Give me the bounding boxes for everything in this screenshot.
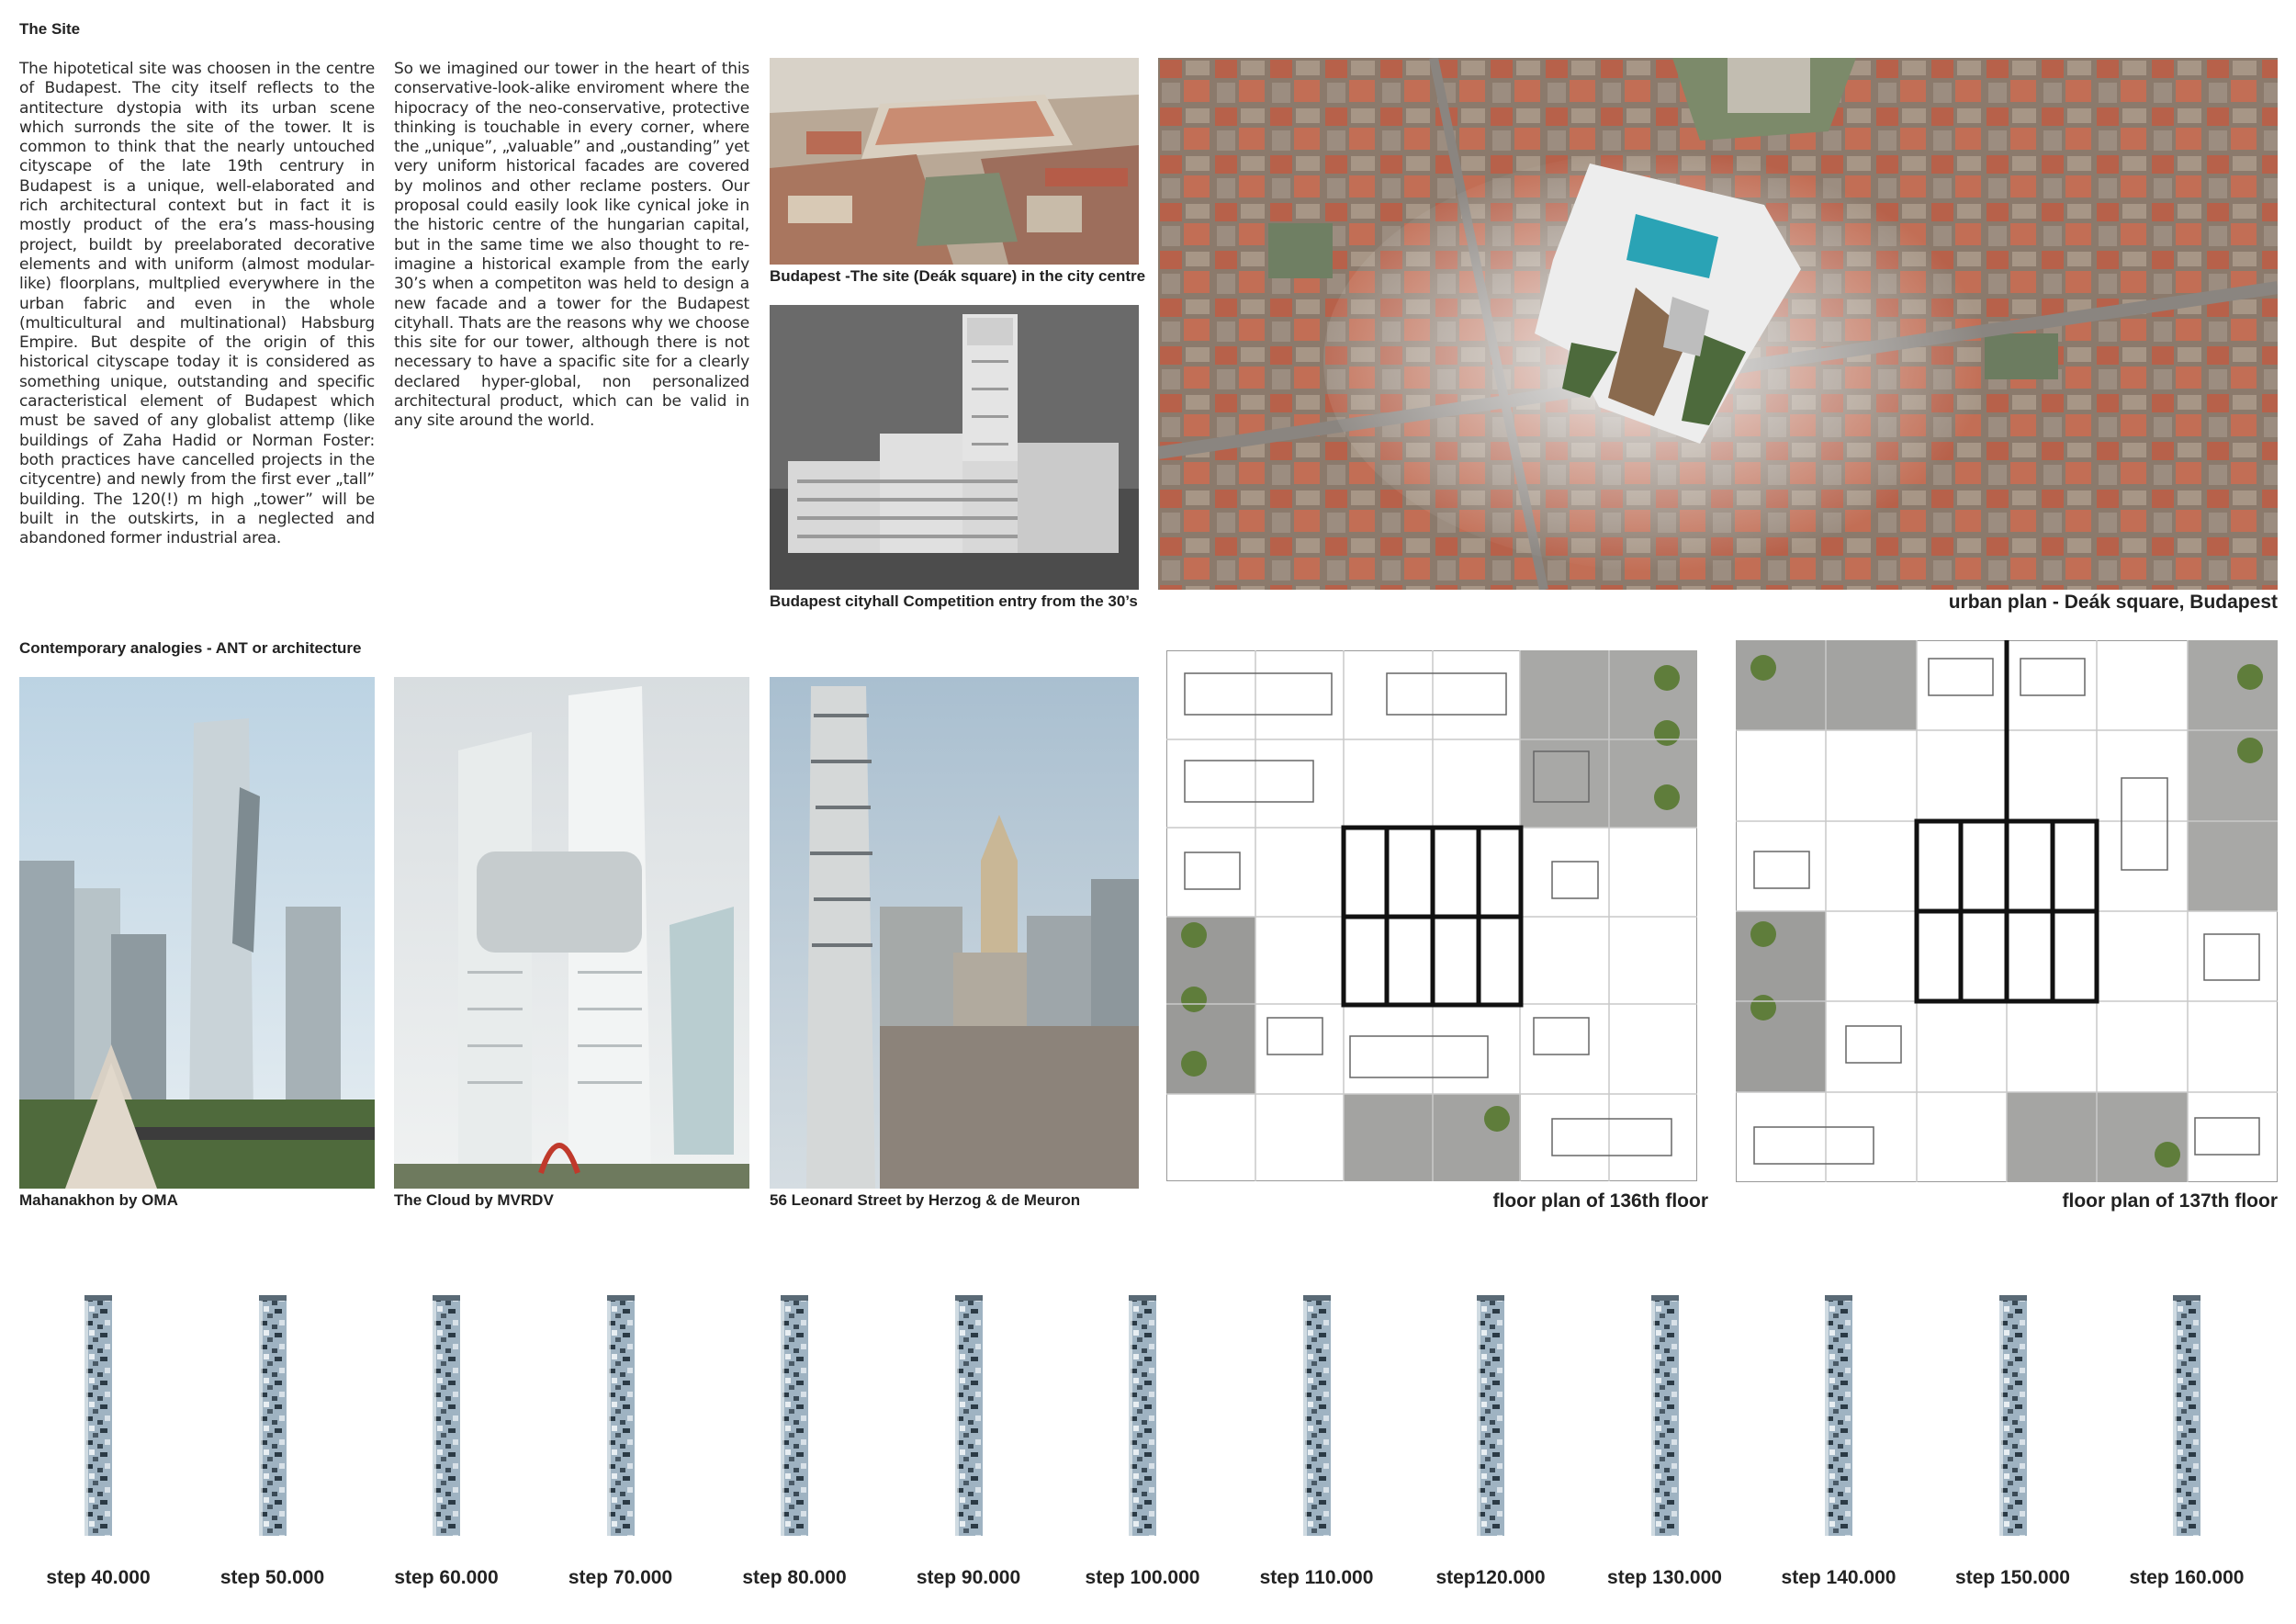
site-photo-caption: Budapest -The site (Deák square) in the city centre xyxy=(770,267,1146,285)
step-tower xyxy=(1477,1295,1504,1536)
floor-plan-136-caption: floor plan of 136th floor xyxy=(1492,1190,1708,1212)
step-label: step 160.000 xyxy=(2129,1567,2245,1588)
step-tower xyxy=(1651,1295,1679,1536)
step-label: step 80.000 xyxy=(742,1567,847,1588)
floor-plan-137 xyxy=(1736,640,2278,1182)
floor-plan-136 xyxy=(1166,650,1697,1181)
leonard-photo xyxy=(770,677,1139,1189)
step-tower xyxy=(1825,1295,1852,1536)
step-label: step 90.000 xyxy=(916,1567,1021,1588)
step-tower xyxy=(1129,1295,1156,1536)
mahanakhon-photo xyxy=(19,677,375,1189)
mahanakhon-caption: Mahanakhon by OMA xyxy=(19,1191,178,1209)
step-tower xyxy=(259,1295,287,1536)
site-text-column-2: So we imagined our tower in the heart of this conservative-look-alike enviroment where the hipocracy of the neo-conservative, protective thinking is touchable in every corner, where the „unique”, „valuable” and „oustanding” yet very uniform historical facades are covered by molinos and other reclame posters. Our proposal could easily look like cynical joke in the historic centre of the hungarian capital, but in the same time we also thought to re-imagine a historical example from the early 30’s when a competiton was held to design a new facade and a tower for the Budapest cityhall. Thats are the reasons why we choose this site for our tower, although there is not necessary to have a spacific site for a clearly declared hyper-global, non personalized architectural product, which can be valid in any site around the world. xyxy=(394,60,749,431)
step-tower xyxy=(433,1295,460,1536)
leonard-caption: 56 Leonard Street by Herzog & de Meuron xyxy=(770,1191,1081,1209)
step-label: step 70.000 xyxy=(568,1567,673,1588)
step-tower xyxy=(955,1295,983,1536)
step-label: step 40.000 xyxy=(46,1567,151,1588)
step-label: step 60.000 xyxy=(394,1567,499,1588)
site-aerial-photo xyxy=(770,58,1139,265)
urban-plan-aerial xyxy=(1158,58,2278,590)
site-heading: The Site xyxy=(19,20,81,38)
step-label: step 110.000 xyxy=(1259,1567,1374,1588)
step-tower xyxy=(84,1295,112,1536)
urban-plan-caption: urban plan - Deák square, Budapest xyxy=(1948,592,2278,613)
site-text-column-1: The hipotetical site was choosen in the centre of Budapest. The city itself reflects to the antitecture dystopia with its urban scene which surronds the site of the tower. It is common to think that the nearly untouched cityscape of the late 19th centrury in Budapest is a unique, well-elaborated and rich architectural context but in fact it is mostly product of the era’s mass-housing project, buildt by preelaborated decorative elements and with uniform (almost modular-like) floorplans, multplied everywhere in the urban fabric and even in the whole (multicultural and multinational) Habsburg Empire. But despite of the origin of this historical cityscape today it is considered as something unique, outstanding and specific caracteristical element of Budapest which must be saved of any globalist attemp (like buildings of Zaha Hadid or Norman Foster: both practices have cancelled projects in the citycentre) and newly from the first ever „tall” building. The 120(!) m high „tower” will be built in the outskirts, in a neglected and abandoned former industrial area. xyxy=(19,60,375,548)
floor-plan-137-caption: floor plan of 137th floor xyxy=(2062,1190,2278,1212)
analogies-heading: Contemporary analogies - ANT or architecture xyxy=(19,639,362,657)
cityhall-photo xyxy=(770,305,1139,590)
step-tower xyxy=(2173,1295,2200,1536)
step-label: step120.000 xyxy=(1435,1567,1546,1588)
step-tower xyxy=(1303,1295,1331,1536)
step-label: step 130.000 xyxy=(1607,1567,1722,1588)
step-tower xyxy=(607,1295,635,1536)
step-label: step 140.000 xyxy=(1781,1567,1896,1588)
step-tower xyxy=(781,1295,808,1536)
cloud-caption: The Cloud by MVRDV xyxy=(394,1191,554,1209)
cloud-photo xyxy=(394,677,749,1189)
cityhall-caption: Budapest cityhall Competition entry from the 30’s xyxy=(770,592,1138,610)
step-label: step 50.000 xyxy=(219,1567,325,1588)
step-label: step 100.000 xyxy=(1085,1567,1200,1588)
step-label: step 150.000 xyxy=(1955,1567,2070,1588)
step-tower xyxy=(1999,1295,2027,1536)
